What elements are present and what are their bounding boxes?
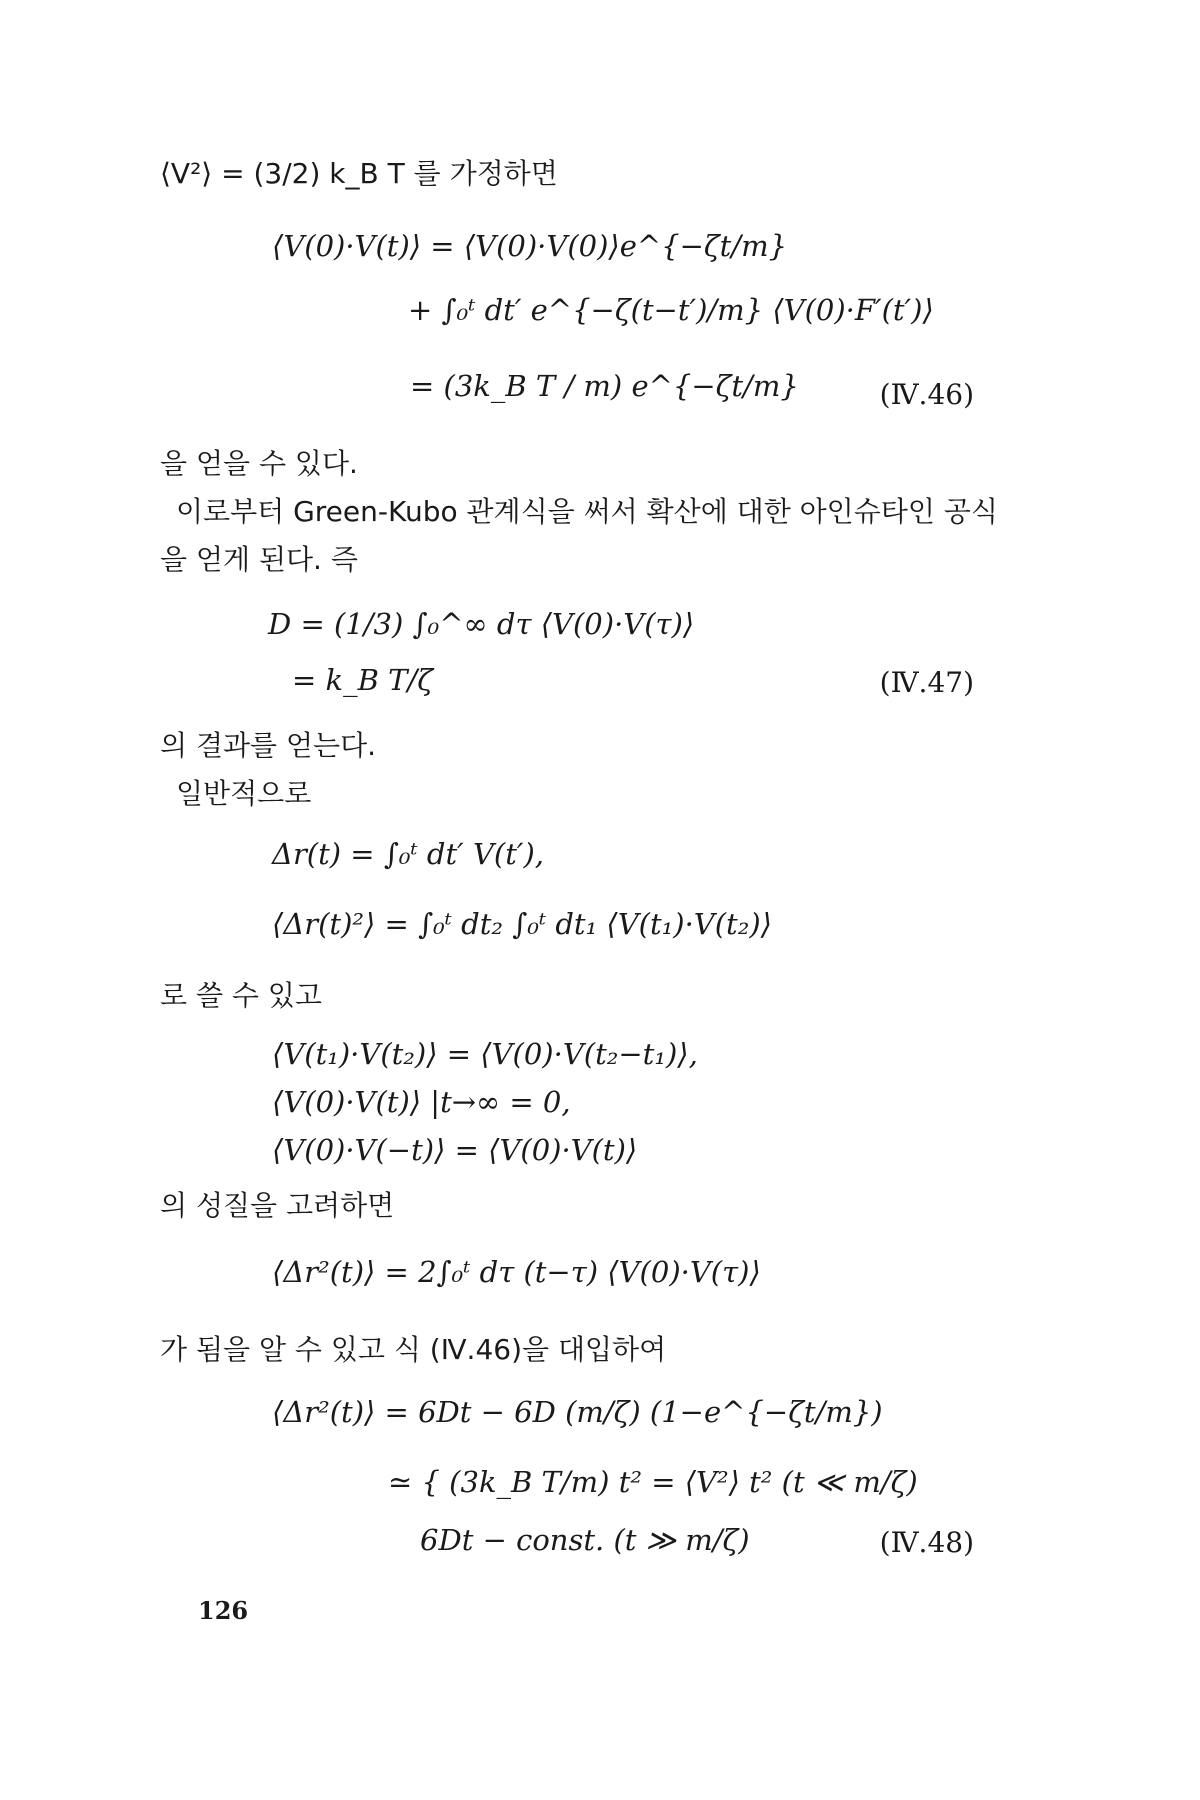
equation-48-line-3: 6Dt − const. (t ≫ m/ζ) [420,1523,750,1557]
text-line-6: 일반적으로 [176,777,312,810]
equation-46-line-1: ⟨V(0)·V(t)⟩ = ⟨V(0)·V(0)⟩e^{−ζt/m} [272,229,788,263]
equation-number-48: (Ⅳ.48) [879,1526,974,1559]
text-line-2: 을 얻을 수 있다. [160,447,358,480]
text-line-5: 의 결과를 얻는다. [160,729,377,762]
equation-46-line-2: + ∫₀ᵗ dt′ e^{−ζ(t−t′)/m} ⟨V(0)·F′(t′)⟩ [408,293,934,327]
text-line-9: 가 됨을 알 수 있고 식 (Ⅳ.46)을 대입하여 [160,1333,667,1366]
page-number: 126 [198,1596,249,1625]
text-line-3: 이로부터 Green-Kubo 관계식을 써서 확산에 대한 아인슈타인 공식 [176,495,998,528]
property-line-1: ⟨V(t₁)·V(t₂)⟩ = ⟨V(0)·V(t₂−t₁)⟩, [272,1037,698,1071]
equation-number-47: (Ⅳ.47) [879,666,974,699]
text-line-8: 의 성질을 고려하면 [160,1189,395,1222]
equation-47-line-2: = k_B T/ζ [292,663,433,697]
equation-46-line-3: = (3k_B T / m) e^{−ζt/m} [410,369,799,403]
equation-48-line-1: ⟨Δr²(t)⟩ = 6Dt − 6D (m/ζ) (1−e^{−ζt/m}) [272,1395,883,1429]
equation-number-46: (Ⅳ.46) [879,378,974,411]
text-line-4: 을 얻게 된다. 즉 [160,543,358,576]
text-line-1: ⟨V²⟩ = (3/2) k_B T 를 가정하면 [160,157,558,190]
equation-47-line-1: D = (1/3) ∫₀^∞ dτ ⟨V(0)·V(τ)⟩ [268,607,695,641]
text-line-7: 로 쓸 수 있고 [160,979,322,1012]
equation-msd-integral: ⟨Δr(t)²⟩ = ∫₀ᵗ dt₂ ∫₀ᵗ dt₁ ⟨V(t₁)·V(t₂)⟩ [272,907,772,941]
property-line-2: ⟨V(0)·V(t)⟩ |t→∞ = 0, [272,1085,571,1119]
property-line-3: ⟨V(0)·V(−t)⟩ = ⟨V(0)·V(t)⟩ [272,1133,638,1167]
equation-48-line-2: ≃ { (3k_B T/m) t² = ⟨V²⟩ t² (t ≪ m/ζ) [388,1465,918,1499]
equation-displacement: Δr(t) = ∫₀ᵗ dt′ V(t′), [272,837,544,871]
equation-msd-tau: ⟨Δr²(t)⟩ = 2∫₀ᵗ dτ (t−τ) ⟨V(0)·V(τ)⟩ [272,1255,761,1289]
